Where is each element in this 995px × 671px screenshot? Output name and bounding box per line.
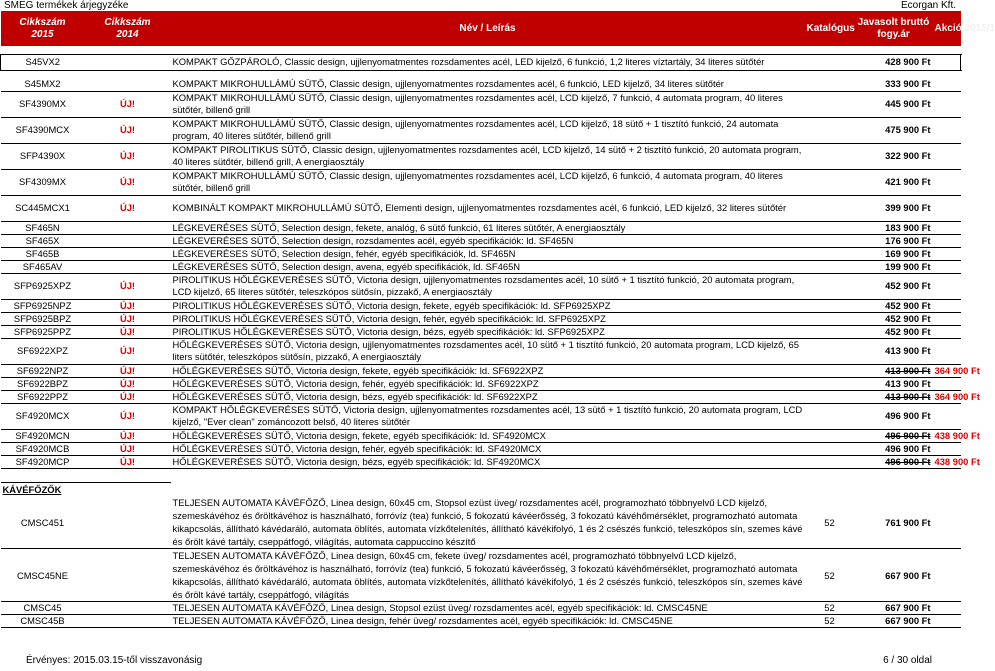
- code-cell: SFP6925BPZ: [1, 312, 85, 325]
- catalog-cell: 52: [805, 602, 855, 615]
- description-cell: HŐLÉGKEVERÉSES SÜTŐ, Victoria design, fekete, egyéb specifikációk: ld. SF4920MCX: [171, 429, 805, 442]
- empty-cell: [85, 496, 171, 549]
- new-badge: [85, 221, 171, 234]
- description-cell: HŐLÉGKEVERÉSES SÜTŐ, Victoria design, fehér, egyéb specifikációk: ld. SF6922XPZ: [171, 377, 805, 390]
- description-cell: KOMPAKT GŐZPÁROLÓ, Classic design, ujjlenyomatmentes rozsdamentes acél, LED kijelző, 6 funkció, 1,2 literes víztartály, 34 literes sütőtér: [171, 54, 805, 70]
- table-row: [1, 247, 961, 260]
- table-row: [1, 54, 961, 70]
- promo-price-cell: 438 900 Ft: [934, 429, 980, 441]
- description-cell: PIROLITIKUS HŐLÉGKEVERÉSES SÜTŐ, Victoria design, fekete, egyéb specifikációk: ld. SFP6925XPZ: [171, 299, 805, 312]
- catalog-cell: [805, 260, 855, 273]
- code-cell: SF4920MCP: [1, 455, 85, 468]
- new-badge: ÚJ!: [85, 273, 171, 299]
- spacer-row: [1, 70, 961, 78]
- description-cell: HŐLÉGKEVERÉSES SÜTŐ, Victoria design, fekete, egyéb specifikációk: ld. SF6922XPZ: [171, 364, 805, 377]
- catalog-cell: [805, 325, 855, 338]
- promo-price-cell: [933, 78, 961, 91]
- catalog-cell: [805, 390, 855, 403]
- spacer-row: [1, 46, 961, 54]
- description-cell: TELJESEN AUTOMATA KÁVÉFŐZŐ, Linea design, fehér üveg/ rozsdamentes acél, egyéb specifikációk: ld. CMSC45NE: [171, 615, 805, 628]
- table-row: [1, 364, 961, 377]
- description-cell: KOMPAKT MIKROHULLÁMÚ SÜTŐ, Classic design, ujjlenyomatmentes rozsdamentes acél, LCD kijelző, 6 funkció, 4 automata program, 40 literes sütőtér, billenő grill: [171, 169, 805, 195]
- promo-price-cell: 364 900 Ft: [934, 364, 980, 376]
- table-row: [1, 403, 961, 429]
- price-cell: 322 900 Ft: [855, 143, 933, 169]
- promo-price-cell: [933, 117, 961, 143]
- code-cell: CMSC45NE: [1, 549, 85, 602]
- table-row: [1, 312, 961, 325]
- price-cell: 199 900 Ft: [855, 260, 933, 273]
- new-badge: [85, 234, 171, 247]
- table-header: [1, 11, 961, 46]
- company-name: Ecorgan Kft.: [900, 0, 956, 11]
- table-row: [1, 117, 961, 143]
- promo-price-cell: [933, 54, 961, 70]
- price-cell: 667 900 Ft: [855, 615, 933, 628]
- code-cell: SF6922NPZ: [1, 364, 85, 377]
- catalog-cell: [805, 91, 855, 117]
- price-cell: 333 900 Ft: [855, 78, 933, 91]
- promo-price-cell: [933, 247, 961, 260]
- description-cell: HŐLÉGKEVERÉSES SÜTŐ, Victoria design, ujjlenyomatmentes rozsdamentes acél, 10 sütő + 1 tisztító funkció, 20 automata program, LCD kijelző, 65 liters sütőtér, teleszkópos sütősín, pizzakő, A energiaosztály: [171, 338, 805, 364]
- price-cell: 428 900 Ft: [855, 54, 933, 70]
- price-cell: 413 900 Ft: [855, 377, 933, 390]
- new-badge: ÚJ!: [85, 195, 171, 221]
- new-badge: [85, 247, 171, 260]
- new-badge: ÚJ!: [85, 91, 171, 117]
- description-cell: KOMPAKT HŐLÉGKEVERÉSES SÜTŐ, Victoria design, ujjlenyomatmentes rozsdamentes acél, 13 sütő + 1 tisztító funkció, 20 automata program, LCD kijelző, "Ever clean" zománcozott belső, 40 literes sütőtér: [171, 403, 805, 429]
- promo-price-cell: [933, 442, 961, 455]
- description-cell: KOMPAKT PIROLITIKUS SÜTŐ, Classic design, ujjlenyomatmentes rozsdamentes acél, LCD kijelző, 14 sütő + 2 tisztító funkció, 20 automata program, 40 literes sütőtér, billenő grill, A energiaosztály: [171, 143, 805, 169]
- table-row: [1, 325, 961, 338]
- catalog-cell: [805, 429, 855, 442]
- promo-price-cell: [933, 377, 961, 390]
- price-cell: 413 900 Ft: [855, 338, 933, 364]
- description-cell: PIROLITIKUS HŐLÉGKEVERÉSES SÜTŐ, Victoria design, fehér, egyéb specifikációk: ld. SFP6925XPZ: [171, 312, 805, 325]
- page-footer: [0, 655, 960, 669]
- new-badge: [85, 54, 171, 70]
- code-cell: SF465AV: [1, 260, 85, 273]
- table-row: [1, 549, 961, 602]
- description-cell: HŐLÉGKEVERÉSES SÜTŐ, Victoria design, bézs, egyéb specifikációk: ld. SF4920MCX: [171, 455, 805, 468]
- empty-cell: [85, 615, 171, 628]
- code-cell: CMSC45: [1, 602, 85, 615]
- empty-cell: [933, 615, 961, 628]
- document-title: SMEG termékek árjegyzéke: [4, 0, 129, 11]
- products-body: [1, 46, 980, 628]
- new-badge: ÚJ!: [85, 325, 171, 338]
- promo-price-cell: [933, 169, 961, 195]
- new-badge: ÚJ!: [85, 455, 171, 468]
- catalog-cell: [805, 455, 855, 468]
- catalog-cell: [805, 143, 855, 169]
- promo-price-cell: [933, 299, 961, 312]
- new-badge: ÚJ!: [85, 442, 171, 455]
- col-header-code-2015: Cikkszám 2015: [1, 11, 85, 46]
- catalog-cell: 52: [805, 549, 855, 602]
- price-cell: 413 900 Ft: [855, 390, 933, 403]
- promo-price-cell: [933, 403, 961, 429]
- catalog-cell: 52: [805, 496, 855, 549]
- empty-cell: [933, 549, 961, 602]
- table-row: [1, 260, 961, 273]
- table-row: [1, 234, 961, 247]
- promo-price-cell: [933, 338, 961, 364]
- code-cell: SF6922PPZ: [1, 390, 85, 403]
- description-cell: PIROLITIKUS HŐLÉGKEVERÉSES SÜTŐ, Victoria design, bézs, egyéb specifikációk: ld. SFP6925XPZ: [171, 325, 805, 338]
- description-cell: LÉGKEVERÉSES SÜTŐ, Selection design, avena, egyéb specifikációk, ld. SF465N: [171, 260, 805, 273]
- price-cell: 475 900 Ft: [855, 117, 933, 143]
- price-cell: 421 900 Ft: [855, 169, 933, 195]
- table-row: [1, 169, 961, 195]
- col-header-price: Javasolt bruttó fogy.ár: [855, 11, 933, 46]
- promo-price-cell: [933, 195, 961, 221]
- table-row: [1, 429, 961, 442]
- new-badge: ÚJ!: [85, 364, 171, 377]
- table-row: [1, 390, 961, 403]
- empty-cell: [933, 602, 961, 615]
- price-cell: 496 900 Ft: [855, 429, 933, 442]
- new-badge: ÚJ!: [85, 169, 171, 195]
- description-cell: KOMPAKT MIKROHULLÁMÚ SÜTŐ, Classic design, ujjlenyomatmentes rozsdamentes acél, LCD kijelző, 18 sütő + 1 tisztító funkció, 24 automata program, 40 literes sütőtér, billenő grill: [171, 117, 805, 143]
- catalog-cell: [805, 234, 855, 247]
- table-row: [1, 195, 961, 221]
- table-row: [1, 615, 961, 628]
- empty-cell: [85, 549, 171, 602]
- price-cell: 667 900 Ft: [855, 602, 933, 615]
- catalog-cell: [805, 364, 855, 377]
- description-cell: TELJESEN AUTOMATA KÁVÉFŐZŐ, Linea design, 60x45 cm, Stopsol ezüst üveg/ rozsdamentes acél, programozható többnyelvű LCD kijelző, szemeskávéhoz és őröltkávéhoz is használható, forróvíz (tea) funkció, 5 fokozatú kávéerősség, 3 fokozatú kávéhőmérséklet, programozható automata kikapcsolás, állítható kávédaráló, automata öblítés, automata vízkőtelenítés, állítható kávékifolyó, 1 és 2 csészés funkció, teleszkópos sín, szemes kávé és őrölt kávé tartály, cseppátfogó, világítás, automata cappuccino készítő: [172, 497, 803, 547]
- code-cell: SF4920MCB: [1, 442, 85, 455]
- code-cell: SF4920MCX: [1, 403, 85, 429]
- price-cell: 496 900 Ft: [855, 455, 933, 468]
- description-cell: KOMPAKT MIKROHULLÁMÚ SÜTŐ, Classic design, ujjlenyomatmentes rozsdamentes acél, LCD kijelző, 7 funkció, 4 automata program, 40 literes sütőtér, billenő grill: [171, 91, 805, 117]
- code-cell: SF4390MCX: [1, 117, 85, 143]
- description-cell: HŐLÉGKEVERÉSES SÜTŐ, Victoria design, fehér, egyéb specifikációk: ld. SF4920MCX: [171, 442, 805, 455]
- new-badge: ÚJ!: [85, 377, 171, 390]
- price-table: [0, 11, 995, 628]
- catalog-cell: [805, 273, 855, 299]
- promo-price-cell: 364 900 Ft: [934, 390, 980, 402]
- catalog-cell: [805, 169, 855, 195]
- catalog-cell: [805, 54, 855, 70]
- promo-price-cell: [933, 325, 961, 338]
- new-badge: ÚJ!: [85, 429, 171, 442]
- new-badge: ÚJ!: [85, 390, 171, 403]
- code-cell: SFP6925XPZ: [1, 273, 85, 299]
- code-cell: SF4309MX: [1, 169, 85, 195]
- promo-price-cell: [933, 143, 961, 169]
- description-cell: TELJESEN AUTOMATA KÁVÉFŐZŐ, Linea design, Stopsol ezüst üveg/ rozsdamentes acél, egyéb specifikációk: ld. CMSC45NE: [171, 602, 805, 615]
- description-cell: HŐLÉGKEVERÉSES SÜTŐ, Victoria design, bézs, egyéb specifikációk: ld. SF6922XPZ: [171, 390, 805, 403]
- promo-price-cell: [933, 221, 961, 234]
- catalog-cell: [805, 247, 855, 260]
- catalog-cell: [805, 299, 855, 312]
- new-badge: ÚJ!: [85, 338, 171, 364]
- validity-text: Érvényes: 2015.03.15-től visszavonásig: [26, 655, 203, 666]
- code-cell: SF4920MCN: [1, 429, 85, 442]
- table-row: [1, 91, 961, 117]
- price-cell: 496 900 Ft: [855, 403, 933, 429]
- new-badge: ÚJ!: [85, 299, 171, 312]
- code-cell: SFP4390X: [1, 143, 85, 169]
- table-row: [1, 78, 961, 91]
- code-cell: SF465N: [1, 221, 85, 234]
- catalog-cell: [805, 338, 855, 364]
- code-cell: SF465X: [1, 234, 85, 247]
- promo-price-cell: 438 900 Ft: [934, 455, 980, 467]
- price-cell: 452 900 Ft: [855, 299, 933, 312]
- table-row: [1, 602, 961, 615]
- description-cell: KOMBINÁLT KOMPAKT MIKROHULLÁMÚ SÜTŐ, Elementi design, ujjlenyomatmentes rozsdamentes acél, 6 funkció, LED kijelző, 32 literes sütőtér: [171, 195, 805, 221]
- catalog-cell: [805, 117, 855, 143]
- price-cell: 452 900 Ft: [855, 273, 933, 299]
- code-cell: SC445MCX1: [1, 195, 85, 221]
- code-cell: SF6922BPZ: [1, 377, 85, 390]
- price-cell: 176 900 Ft: [855, 234, 933, 247]
- table-row: [1, 299, 961, 312]
- price-cell: 452 900 Ft: [855, 325, 933, 338]
- price-cell: 667 900 Ft: [855, 549, 933, 602]
- code-cell: CMSC451: [1, 496, 85, 549]
- price-cell: 399 900 Ft: [855, 195, 933, 221]
- table-row: [1, 273, 961, 299]
- table-row: [1, 338, 961, 364]
- catalog-cell: [805, 403, 855, 429]
- promo-price-cell: [933, 260, 961, 273]
- code-cell: SFP6925PPZ: [1, 325, 85, 338]
- price-cell: 183 900 Ft: [855, 221, 933, 234]
- table-row: [1, 455, 961, 468]
- code-cell: SF4390MX: [1, 91, 85, 117]
- empty-cell: [85, 602, 171, 615]
- description-cell: LÉGKEVERÉSES SÜTŐ, Selection design, rozsdamentes acél, egyéb specifikációk: ld. SF465N: [171, 234, 805, 247]
- new-badge: ÚJ!: [85, 117, 171, 143]
- empty-cell: [933, 496, 961, 549]
- new-badge: ÚJ!: [85, 143, 171, 169]
- table-row: [1, 377, 961, 390]
- new-badge: [85, 78, 171, 91]
- table-row: [1, 496, 961, 549]
- code-cell: S45VX2: [1, 54, 85, 70]
- promo-price-cell: [933, 273, 961, 299]
- catalog-cell: [805, 221, 855, 234]
- col-header-description: Név / Leírás: [171, 11, 805, 46]
- description-cell: KOMPAKT MIKROHULLÁMÚ SÜTŐ, Classic design, ujjlenyomatmentes rozsdamentes acél, 6 funkció, LED kijelző, 34 literes sütőtér: [171, 78, 805, 91]
- new-badge: ÚJ!: [85, 403, 171, 429]
- table-row: [1, 143, 961, 169]
- table-row: [1, 221, 961, 234]
- code-cell: SF6922XPZ: [1, 338, 85, 364]
- new-badge: ÚJ!: [85, 312, 171, 325]
- description-cell: PIROLITIKUS HŐLÉGKEVERÉSES SÜTŐ, Victoria design, ujjlenyomatmentes rozsdamentes acél, 10 sütő + 1 tisztító funkció, 20 automata program, LCD kijelző, 65 literes sütőtér, teleszkópos sütősín, pizzakő, A energiaosztály: [171, 273, 805, 299]
- promo-price-cell: [933, 312, 961, 325]
- catalog-cell: [805, 312, 855, 325]
- description-cell: LÉGKEVERÉSES SÜTŐ, Selection design, fehér, egyéb specifikációk, ld. SF465N: [171, 247, 805, 260]
- code-cell: S45MX2: [1, 78, 85, 91]
- section-header: [1, 482, 961, 496]
- description-cell: LÉGKEVERÉSES SÜTŐ, Selection design, fekete, analóg, 6 sütő funkció, 61 literes sütőtér, A energiaosztály: [171, 221, 805, 234]
- page-number: 6 / 30 oldal: [883, 655, 932, 666]
- catalog-cell: [805, 195, 855, 221]
- price-cell: 445 900 Ft: [855, 91, 933, 117]
- catalog-cell: [805, 442, 855, 455]
- promo-price-cell: [933, 91, 961, 117]
- col-header-promo: Akció 2015/1: [933, 11, 961, 46]
- new-badge: [85, 260, 171, 273]
- price-cell: 413 900 Ft: [855, 364, 933, 377]
- table-row: [1, 442, 961, 455]
- col-header-catalog: Katalógus: [805, 11, 855, 46]
- catalog-cell: [805, 78, 855, 91]
- spacer-row: [1, 468, 961, 482]
- description-cell: TELJESEN AUTOMATA KÁVÉFŐZŐ, Linea design, 60x45 cm, fekete üveg/ rozsdamentes acél, programozható többnyelvű LCD kijelző, szemeskávéhoz és őröltkávéhoz is használható, forróvíz (tea) funkció, 5 fokozatú kávéerősség, 3 fokozatú kávéhőmérséklet, programozható automata kikapcsolás, állítható kávédaráló, automata öblítés, automata vízkőtelenítés, állítható kávékifolyó, 1 és 2 csészés funkció, teleszkópos sín, szemes kávé és őrölt kávé tartály, cseppátfogó, világítás: [172, 550, 803, 600]
- catalog-cell: [805, 377, 855, 390]
- catalog-cell: 52: [805, 615, 855, 628]
- promo-price-cell: [933, 234, 961, 247]
- code-cell: SFP6925NPZ: [1, 299, 85, 312]
- price-cell: 761 900 Ft: [855, 496, 933, 549]
- price-cell: 169 900 Ft: [855, 247, 933, 260]
- code-cell: SF465B: [1, 247, 85, 260]
- col-header-code-2014: Cikkszám 2014: [85, 11, 171, 46]
- price-cell: 452 900 Ft: [855, 312, 933, 325]
- price-cell: 496 900 Ft: [855, 442, 933, 455]
- section-title: KÁVÉFŐZŐK: [1, 482, 171, 496]
- code-cell: CMSC45B: [1, 615, 85, 628]
